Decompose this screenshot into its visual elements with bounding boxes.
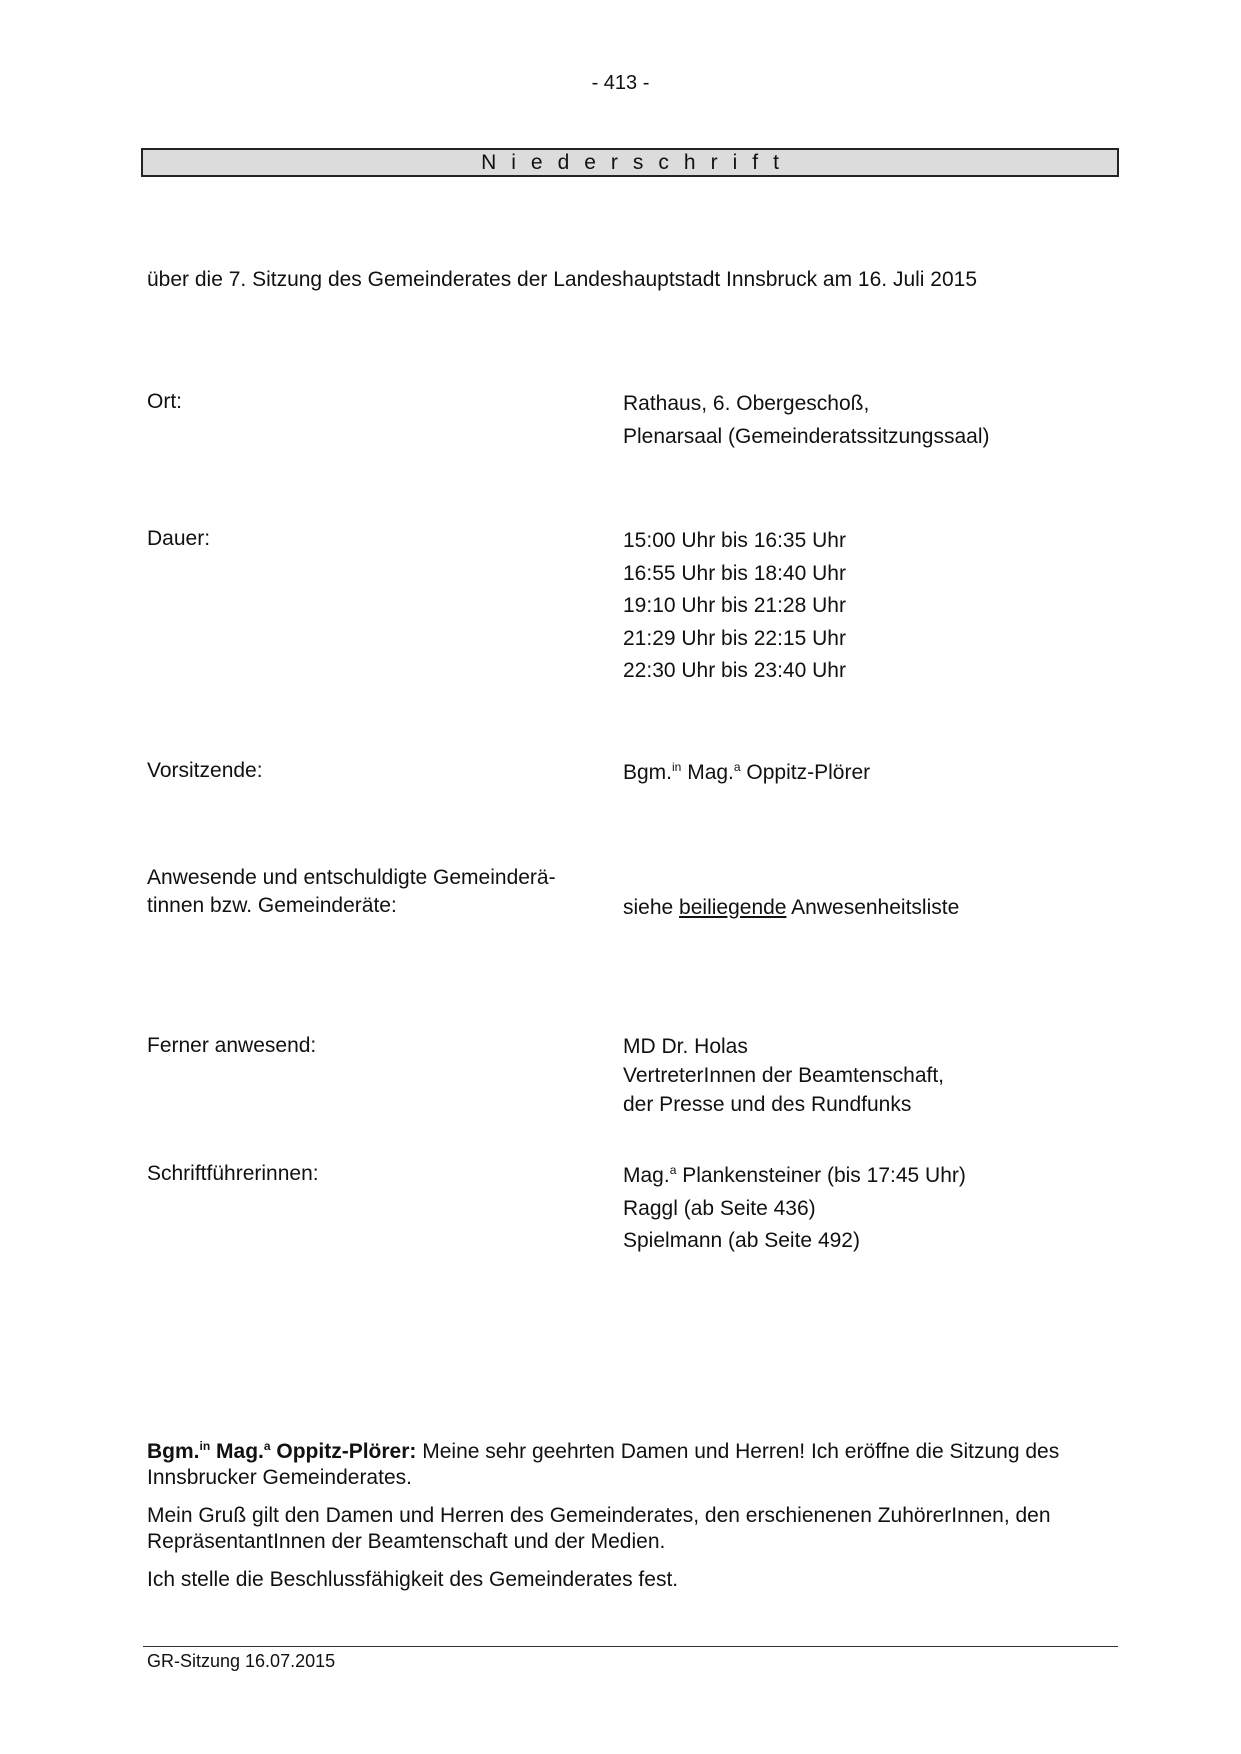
anwesende-pre: siehe bbox=[623, 896, 674, 919]
dauer-label: Dauer: bbox=[147, 527, 211, 550]
document-title: Niederschrift bbox=[481, 151, 794, 174]
speech-text: Meine sehr geehrten Damen und Herren! Ich eröffne die Sitzung des Innsbrucker Gemeinderates. bbox=[147, 1440, 1060, 1489]
speaker-title-bgm: Bgm. bbox=[147, 1440, 200, 1463]
ort-label: Ort: bbox=[147, 390, 182, 413]
ferner-line: der Presse und des Rundfunks bbox=[623, 1093, 912, 1116]
dauer-line: 21:29 Uhr bis 22:15 Uhr bbox=[623, 626, 846, 650]
schrift-name: Plankensteiner (bis 17:45 Uhr) bbox=[682, 1164, 966, 1187]
schrift-line: Spielmann (ab Seite 492) bbox=[623, 1229, 860, 1252]
ferner-value bbox=[623, 1032, 1103, 1119]
ferner-line: MD Dr. Holas bbox=[623, 1035, 748, 1058]
dauer-line: 22:30 Uhr bis 23:40 Uhr bbox=[623, 659, 846, 682]
anwesende-label-line: Anwesende und entschuldigte Gemeinderä- bbox=[147, 866, 556, 889]
schrift-title-sup: a bbox=[669, 1163, 677, 1177]
anwesende-value bbox=[623, 892, 1103, 925]
speaker-name: Oppitz-Plörer: bbox=[276, 1440, 417, 1463]
page-number: - 413 - bbox=[591, 72, 650, 94]
speaker bbox=[147, 1440, 416, 1463]
speaker-title-mag: Mag. bbox=[216, 1440, 264, 1463]
document-title-box bbox=[141, 148, 1119, 177]
schrift-line: Raggl (ab Seite 436) bbox=[623, 1196, 816, 1220]
anwesende-label bbox=[147, 864, 617, 920]
title-bgm: Bgm. bbox=[623, 761, 673, 784]
title-mag: Mag. bbox=[687, 761, 734, 784]
speech-paragraph-1 bbox=[147, 1439, 1107, 1491]
ort-value bbox=[623, 388, 1103, 453]
vorsitzende-name: Oppitz-Plörer bbox=[746, 761, 871, 784]
footer-text: GR-Sitzung 16.07.2015 bbox=[147, 1651, 336, 1671]
schrift-value bbox=[623, 1160, 1103, 1258]
ferner-line: VertreterInnen der Beamtenschaft, bbox=[623, 1064, 945, 1087]
dauer-line: 16:55 Uhr bis 18:40 Uhr bbox=[623, 561, 846, 585]
speaker-title-bgm-sup: in bbox=[199, 1439, 211, 1453]
title-mag-sup: a bbox=[733, 760, 741, 774]
title-bgm-sup: in bbox=[672, 760, 682, 774]
anwesende-label-line: tinnen bzw. Gemeinderäte: bbox=[147, 894, 397, 917]
dauer-value bbox=[623, 525, 1103, 688]
dauer-line: 19:10 Uhr bis 21:28 Uhr bbox=[623, 594, 846, 617]
vorsitzende-label: Vorsitzende: bbox=[147, 759, 263, 782]
speech-paragraph-2: Mein Gruß gilt den Damen und Herren des Gemeinderates, den erschienenen ZuhörerInnen, den RepräsentantInnen der Beamtenschaft und der Medien. bbox=[147, 1504, 1051, 1553]
ferner-label: Ferner anwesend: bbox=[147, 1034, 317, 1057]
footer-divider bbox=[143, 1646, 1118, 1647]
ort-line: Plenarsaal (Gemeinderatssitzungssaal) bbox=[623, 424, 990, 448]
schrift-title: Mag. bbox=[623, 1164, 670, 1187]
anwesende-post: Anwesenheitsliste bbox=[791, 896, 960, 919]
schrift-label: Schriftführerinnen: bbox=[147, 1162, 319, 1185]
vorsitzende-value bbox=[623, 757, 1103, 790]
ort-line: Rathaus, 6. Obergeschoß, bbox=[623, 392, 870, 415]
speaker-title-mag-sup: a bbox=[263, 1439, 271, 1453]
speech-paragraph-3: Ich stelle die Beschlussfähigkeit des Gemeinderates fest. bbox=[147, 1568, 679, 1591]
dauer-line: 15:00 Uhr bis 16:35 Uhr bbox=[623, 529, 846, 552]
anwesende-link: beiliegende bbox=[679, 896, 787, 919]
intro-text: über die 7. Sitzung des Gemeinderates der Landeshauptstadt Innsbruck am 16. Juli 2015 bbox=[147, 268, 978, 291]
